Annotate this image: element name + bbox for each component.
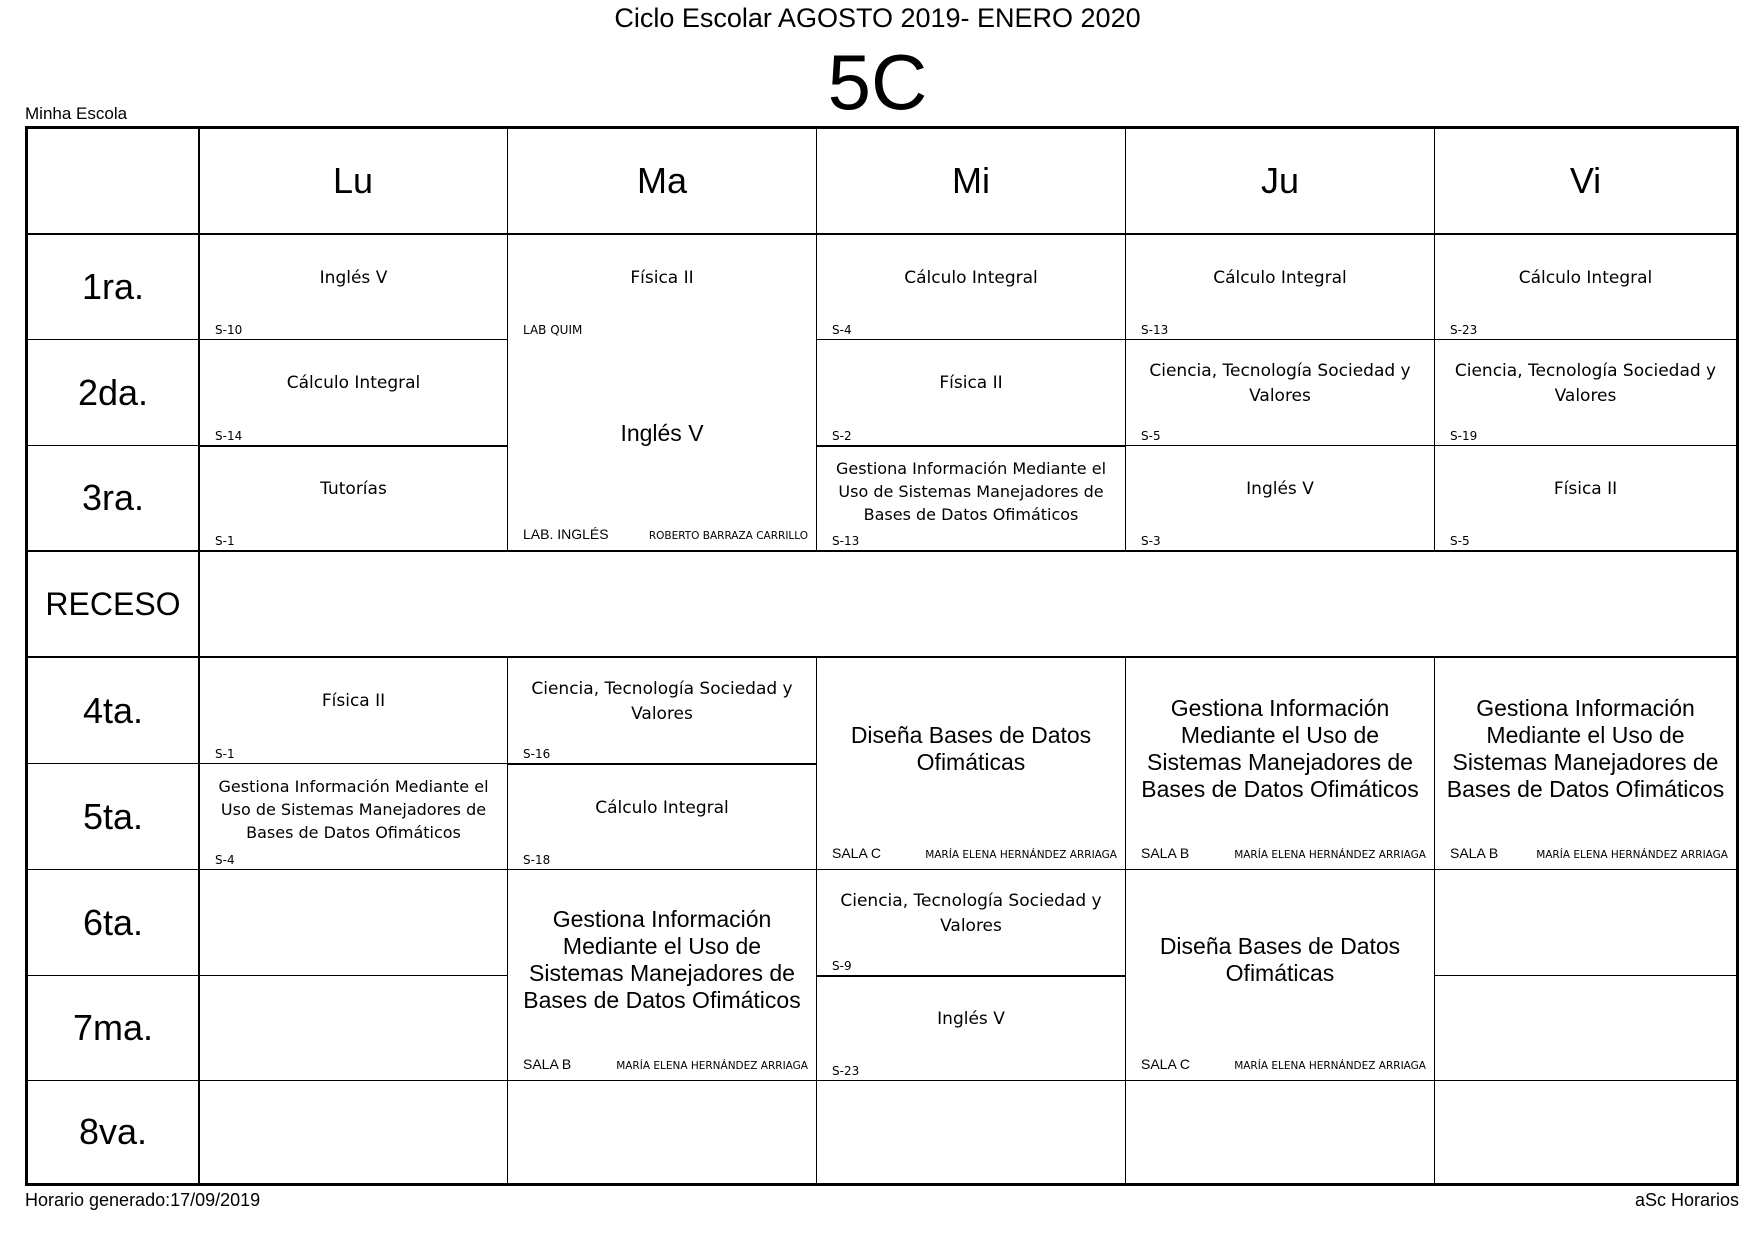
lesson-cell[interactable] <box>1126 870 1434 1080</box>
lesson-cell[interactable] <box>508 870 816 1080</box>
lesson-teacher: MARÍA ELENA HERNÁNDEZ ARRIAGA <box>1234 849 1426 861</box>
lesson-room: S-18 <box>523 853 551 867</box>
lesson-cell[interactable] <box>200 658 507 763</box>
generated-date: Horario generado:17/09/2019 <box>25 1190 261 1210</box>
lesson-subject: Inglés V <box>1246 478 1314 499</box>
lesson-cell[interactable] <box>200 340 507 445</box>
lesson-cell[interactable] <box>200 447 507 550</box>
lesson-subject: Física II <box>321 691 386 711</box>
lesson-subject: Cálculo Integral <box>1213 267 1347 288</box>
lesson-cell[interactable] <box>200 764 507 869</box>
lesson-subject: Ciencia, Tecnología Sociedad y Valores <box>1149 360 1411 406</box>
lesson-room: S-19 <box>1450 429 1478 443</box>
lesson-subject: Ciencia, Tecnología Sociedad y Valores <box>1454 360 1717 406</box>
lesson-subject: Inglés V <box>319 267 388 288</box>
lesson-cell[interactable] <box>508 235 816 550</box>
lesson-subject: Cálculo Integral <box>286 373 421 393</box>
lesson-room: S-1 <box>215 747 235 761</box>
lesson-cell[interactable] <box>1126 340 1434 445</box>
lesson-subject: Cálculo Integral <box>1518 267 1653 288</box>
lesson-room: SALA B <box>523 1056 572 1072</box>
lesson-cell[interactable] <box>508 658 816 763</box>
lesson-room: S-3 <box>1141 534 1161 548</box>
lesson-room: S-9 <box>832 959 852 973</box>
lesson-cell[interactable] <box>1126 235 1434 339</box>
lesson-room: S-10 <box>215 323 243 337</box>
lesson-teacher: MARÍA ELENA HERNÁNDEZ ARRIAGA <box>1536 849 1728 861</box>
lesson-room: SALA B <box>1141 845 1190 861</box>
lesson-subject: Física II <box>1553 478 1618 499</box>
day-header-ma: Ma <box>636 160 687 201</box>
day-header-vi: Vi <box>1569 160 1602 201</box>
lesson-subject: Diseña Bases de Datos Ofimáticas <box>1159 933 1401 986</box>
school-name: Minha Escola <box>25 104 128 123</box>
period-label-5: 5ta. <box>82 795 144 837</box>
schedule-title: Ciclo Escolar AGOSTO 2019- ENERO 2020 <box>614 3 1141 33</box>
lesson-room: S-2 <box>832 429 852 443</box>
lesson-room: S-13 <box>1141 323 1169 337</box>
lesson-cell[interactable] <box>1126 658 1434 869</box>
class-name: 5C <box>827 38 928 126</box>
lesson-subject: Gestiona Información Mediante el Uso de Sistemas Manejadores de Bases de Datos Ofimáticos <box>218 777 489 842</box>
period-label-2: 2da. <box>77 371 149 413</box>
lesson-room: S-5 <box>1450 534 1470 548</box>
software-credit: aSc Horarios <box>1634 1190 1739 1210</box>
lesson-teacher: MARÍA ELENA HERNÁNDEZ ARRIAGA <box>616 1060 808 1072</box>
lesson-subject: Gestiona Información Mediante el Uso de Sistemas Manejadores de Bases de Datos Ofimáticos <box>523 906 801 1013</box>
lesson-teacher: ROBERTO BARRAZA CARRILLO <box>648 530 808 542</box>
lesson-subject: Diseña Bases de Datos Ofimáticas <box>850 721 1092 775</box>
lesson-subject: Física II <box>630 267 694 288</box>
lesson-subject: Cálculo Integral <box>595 797 729 818</box>
lesson-room: SALA B <box>1450 845 1499 861</box>
lesson-cell[interactable] <box>508 765 816 869</box>
lesson-subject: Gestiona Información Mediante el Uso de Sistemas Manejadores de Bases de Datos Ofimáticos <box>1446 694 1725 802</box>
lesson-room: SALA C <box>832 845 882 861</box>
lesson-room: S-1 <box>215 534 235 548</box>
lesson-room: SALA C <box>1141 1056 1191 1072</box>
day-header-mi: Mi <box>952 160 990 201</box>
lesson-room: S-23 <box>832 1064 860 1078</box>
lesson-cell[interactable] <box>817 447 1125 550</box>
period-label-4: 4ta. <box>82 689 144 731</box>
lesson-teacher: MARÍA ELENA HERNÁNDEZ ARRIAGA <box>1234 1060 1426 1072</box>
day-header-ju: Ju <box>1260 160 1300 201</box>
period-label-8: 8va. <box>78 1111 148 1152</box>
lesson-subject: Gestiona Información Mediante el Uso de Sistemas Manejadores de Bases de Datos Ofimáticos <box>1141 694 1419 802</box>
lesson-subject: Inglés V <box>620 419 704 446</box>
lesson-cell[interactable] <box>1435 446 1736 550</box>
lesson-room: S-5 <box>1141 429 1161 443</box>
period-label-7: 7ma. <box>72 1007 154 1048</box>
lesson-room: S-14 <box>215 429 243 443</box>
lesson-cell[interactable] <box>1126 446 1434 550</box>
lesson-room: S-16 <box>523 747 551 761</box>
lesson-cell[interactable] <box>200 235 507 339</box>
lesson-subject: Ciencia, Tecnología Sociedad y Valores <box>840 890 1102 936</box>
lesson-cell[interactable] <box>1435 235 1736 339</box>
lesson-room: LAB. INGLÉS <box>523 526 609 542</box>
lesson-cell[interactable] <box>817 235 1125 339</box>
lesson-cell[interactable] <box>817 340 1125 445</box>
lesson-room: LAB QUIM <box>523 323 583 337</box>
lesson-cell[interactable] <box>1435 340 1736 445</box>
timetable-grid <box>25 126 1739 1186</box>
lesson-room: S-13 <box>832 534 860 548</box>
lesson-subject: Cálculo Integral <box>904 267 1038 288</box>
lesson-subject: Inglés V <box>937 1009 1005 1029</box>
lesson-cell[interactable] <box>817 658 1125 869</box>
lesson-cell[interactable] <box>817 870 1125 975</box>
lesson-subject: Ciencia, Tecnología Sociedad y Valores <box>531 678 793 724</box>
period-label-receso: RECESO <box>45 585 181 622</box>
lesson-room: S-4 <box>215 853 235 867</box>
lesson-cell[interactable] <box>1435 658 1736 869</box>
lesson-room: S-23 <box>1450 323 1478 337</box>
lesson-subject: Tutorías <box>320 479 387 499</box>
lesson-room: S-4 <box>832 323 852 337</box>
day-header-lu: Lu <box>332 160 374 201</box>
lesson-subject: Física II <box>939 373 1003 393</box>
lesson-teacher: MARÍA ELENA HERNÁNDEZ ARRIAGA <box>925 849 1117 861</box>
period-label-3: 3ra. <box>81 477 145 518</box>
lesson-cell[interactable] <box>817 977 1125 1080</box>
period-label-6: 6ta. <box>82 901 144 943</box>
period-label-1: 1ra. <box>81 265 145 307</box>
lesson-subject: Gestiona Información Mediante el Uso de Sistemas Manejadores de Bases de Datos Ofimáticos <box>835 459 1107 524</box>
